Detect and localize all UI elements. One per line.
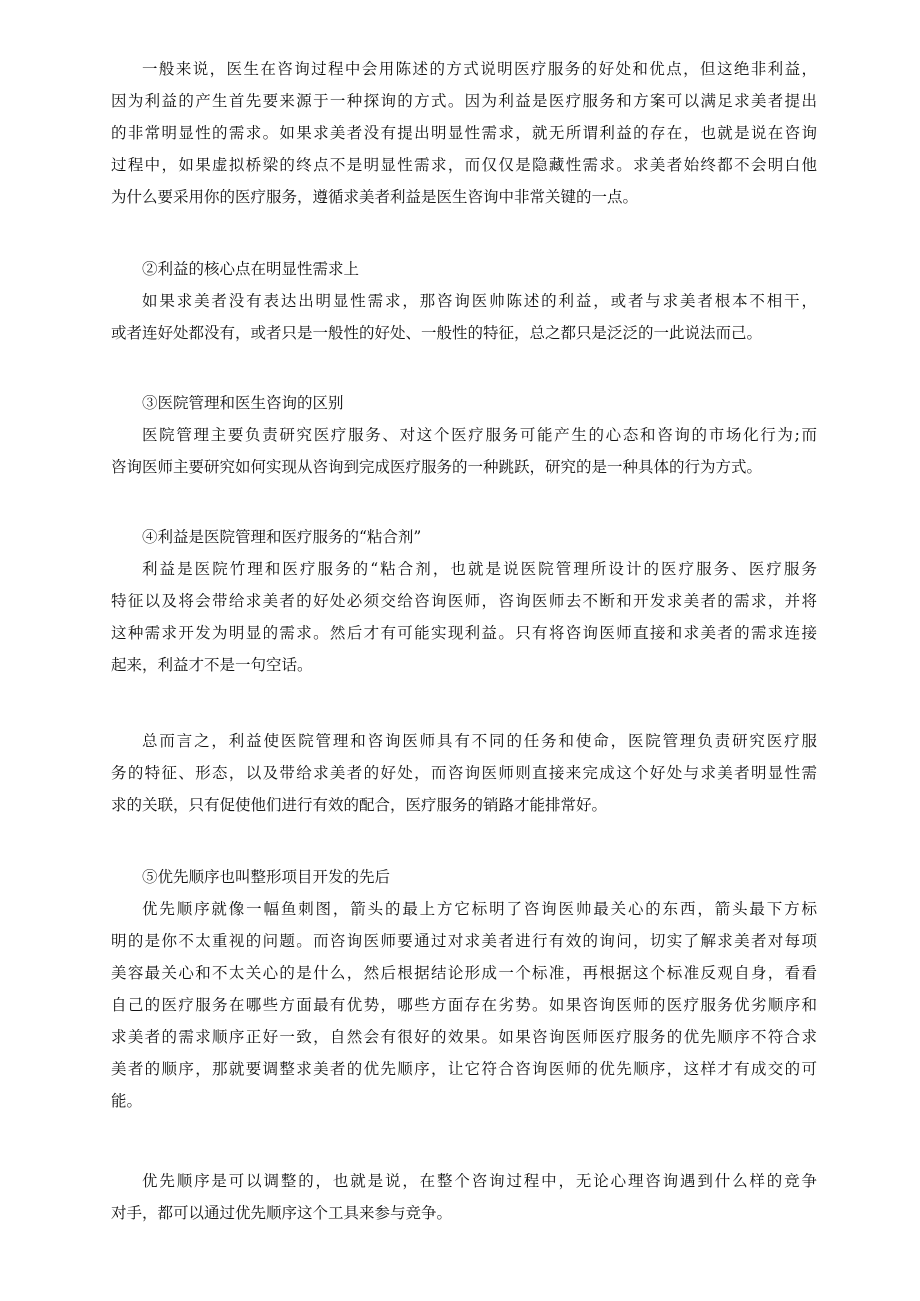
text-line: 特征以及将会带给求美者的好处必须交给咨询医师，咨询医师去不断和开发求美者的需求，并将	[111, 592, 817, 610]
text-line: 美容最关心和不太关心的是什么，然后根据结论形成一个标准，再根据这个标准反观自身，看看	[111, 964, 817, 982]
text-line: 因为利益的产生首先要来源于一种探询的方式。因为利益是医疗服务和方案可以满足求美者提出	[111, 92, 817, 110]
text-line: 这种需求开发为明显的需求。然后才有可能实现利益。只有将咨询医师直接和求美者的需求连接	[111, 624, 817, 642]
text-line: 一般来说，医生在咨询过程中会用陈述的方式说明医疗服务的好处和优点，但这绝非利益，	[142, 60, 817, 78]
text-line: 利益是医院竹理和医疗服务的“粘合剂，也就是说医院管理所设计的医疗服务、医疗服务	[142, 560, 817, 578]
paragraph-summary	[111, 725, 817, 821]
text-line: 优先顺序就像一幅鱼刺图，箭头的最上方它标明了咨询医帅最关心的东西，箭头最下方标	[142, 900, 817, 918]
paragraph-adjustable-priority	[111, 1165, 817, 1229]
text-line: 能。	[111, 1092, 143, 1110]
text-line: 为什么要采用你的医疗服务，遵循求美者利益是医生咨询中非常关键的一点。	[111, 188, 639, 206]
text-line: 求的关联，只有促使他们进行有效的配合，医疗服务的销路才能排常好。	[111, 796, 608, 814]
text-line: 美者的顺序，那就要调整求美者的优先顺序，让它符合咨询医师的优先顺序，这样才有成交的可	[111, 1060, 817, 1078]
text-line: 务的特征、形态，以及带给求美者的好处，而咨询医师则直接来完成这个好处与求美者明显性需	[111, 764, 817, 782]
paragraph-management-vs-consulting	[111, 419, 817, 483]
paragraph-priority-order	[111, 893, 817, 1117]
text-line: 优先顺序是可以调整的，也就是说，在整个咨询过程中，无论心理咨询遇到什么样的竞争	[142, 1172, 817, 1190]
text-line: 或者连好处都没有，或者只是一般性的好处、一般性的特征，总之都只是泛泛的一此说法而己。	[111, 324, 763, 342]
section-heading-5: ⑤优先顺序也叫整形项目开发的先后	[142, 868, 391, 886]
text-line: 咨询医师主要研究如何实现从咨询到完成医疗服务的一种跳跃，研究的是一种具体的行为方式。	[111, 458, 763, 476]
text-line: 过程中，如果虚拟桥梁的终点不是明显性需求，而仅仅是隐藏性需求。求美者始终都不会明白他	[111, 156, 817, 174]
paragraph-benefit-intro	[111, 53, 817, 213]
text-line: 求美者的需求顺序正好一致，自然会有很好的效果。如果咨询医师医疗服务的优先顺序不符合求	[111, 1028, 817, 1046]
text-line: 如果求美者没有表达出明显性需求，那咨询医帅陈述的利益，或者与求美者根本不相干，	[142, 292, 817, 310]
text-line: 起来，利益才不是一句空话。	[111, 656, 313, 674]
section-heading-2: ②利益的核心点在明显性需求上	[142, 260, 360, 278]
text-line: 总而言之，利益使医院管理和咨询医师具有不同的任务和使命，医院管理负责研究医疗服	[142, 732, 817, 750]
text-line: 对手，都可以通过优先顺序这个工具来参与竞争。	[111, 1204, 453, 1222]
text-line: 医院管理主要负责研究医疗服务、对这个医疗服务可能产生的心态和咨询的市场化行为;而	[142, 426, 817, 444]
paragraph-adhesive	[111, 553, 817, 681]
text-line: 自己的医疗服务在哪些方面最有优势，哪些方面存在劣势。如果咨询医师的医疗服务优劣顺序和	[111, 996, 817, 1014]
text-line: 的非常明显性的需求。如果求美者没有提出明显性需求，就无所谓利益的存在，也就是说在咨询	[111, 124, 817, 142]
text-line: 明的是你不太重视的问题。而咨询医师要通过对求美者进行有效的询问，切实了解求美者对每项	[111, 932, 817, 950]
section-heading-3: ③医院管理和医生咨询的区别	[142, 394, 344, 412]
section-heading-4: ④利益是医院管理和医疗服务的“粘合剂”	[142, 528, 422, 546]
paragraph-explicit-needs	[111, 285, 817, 349]
